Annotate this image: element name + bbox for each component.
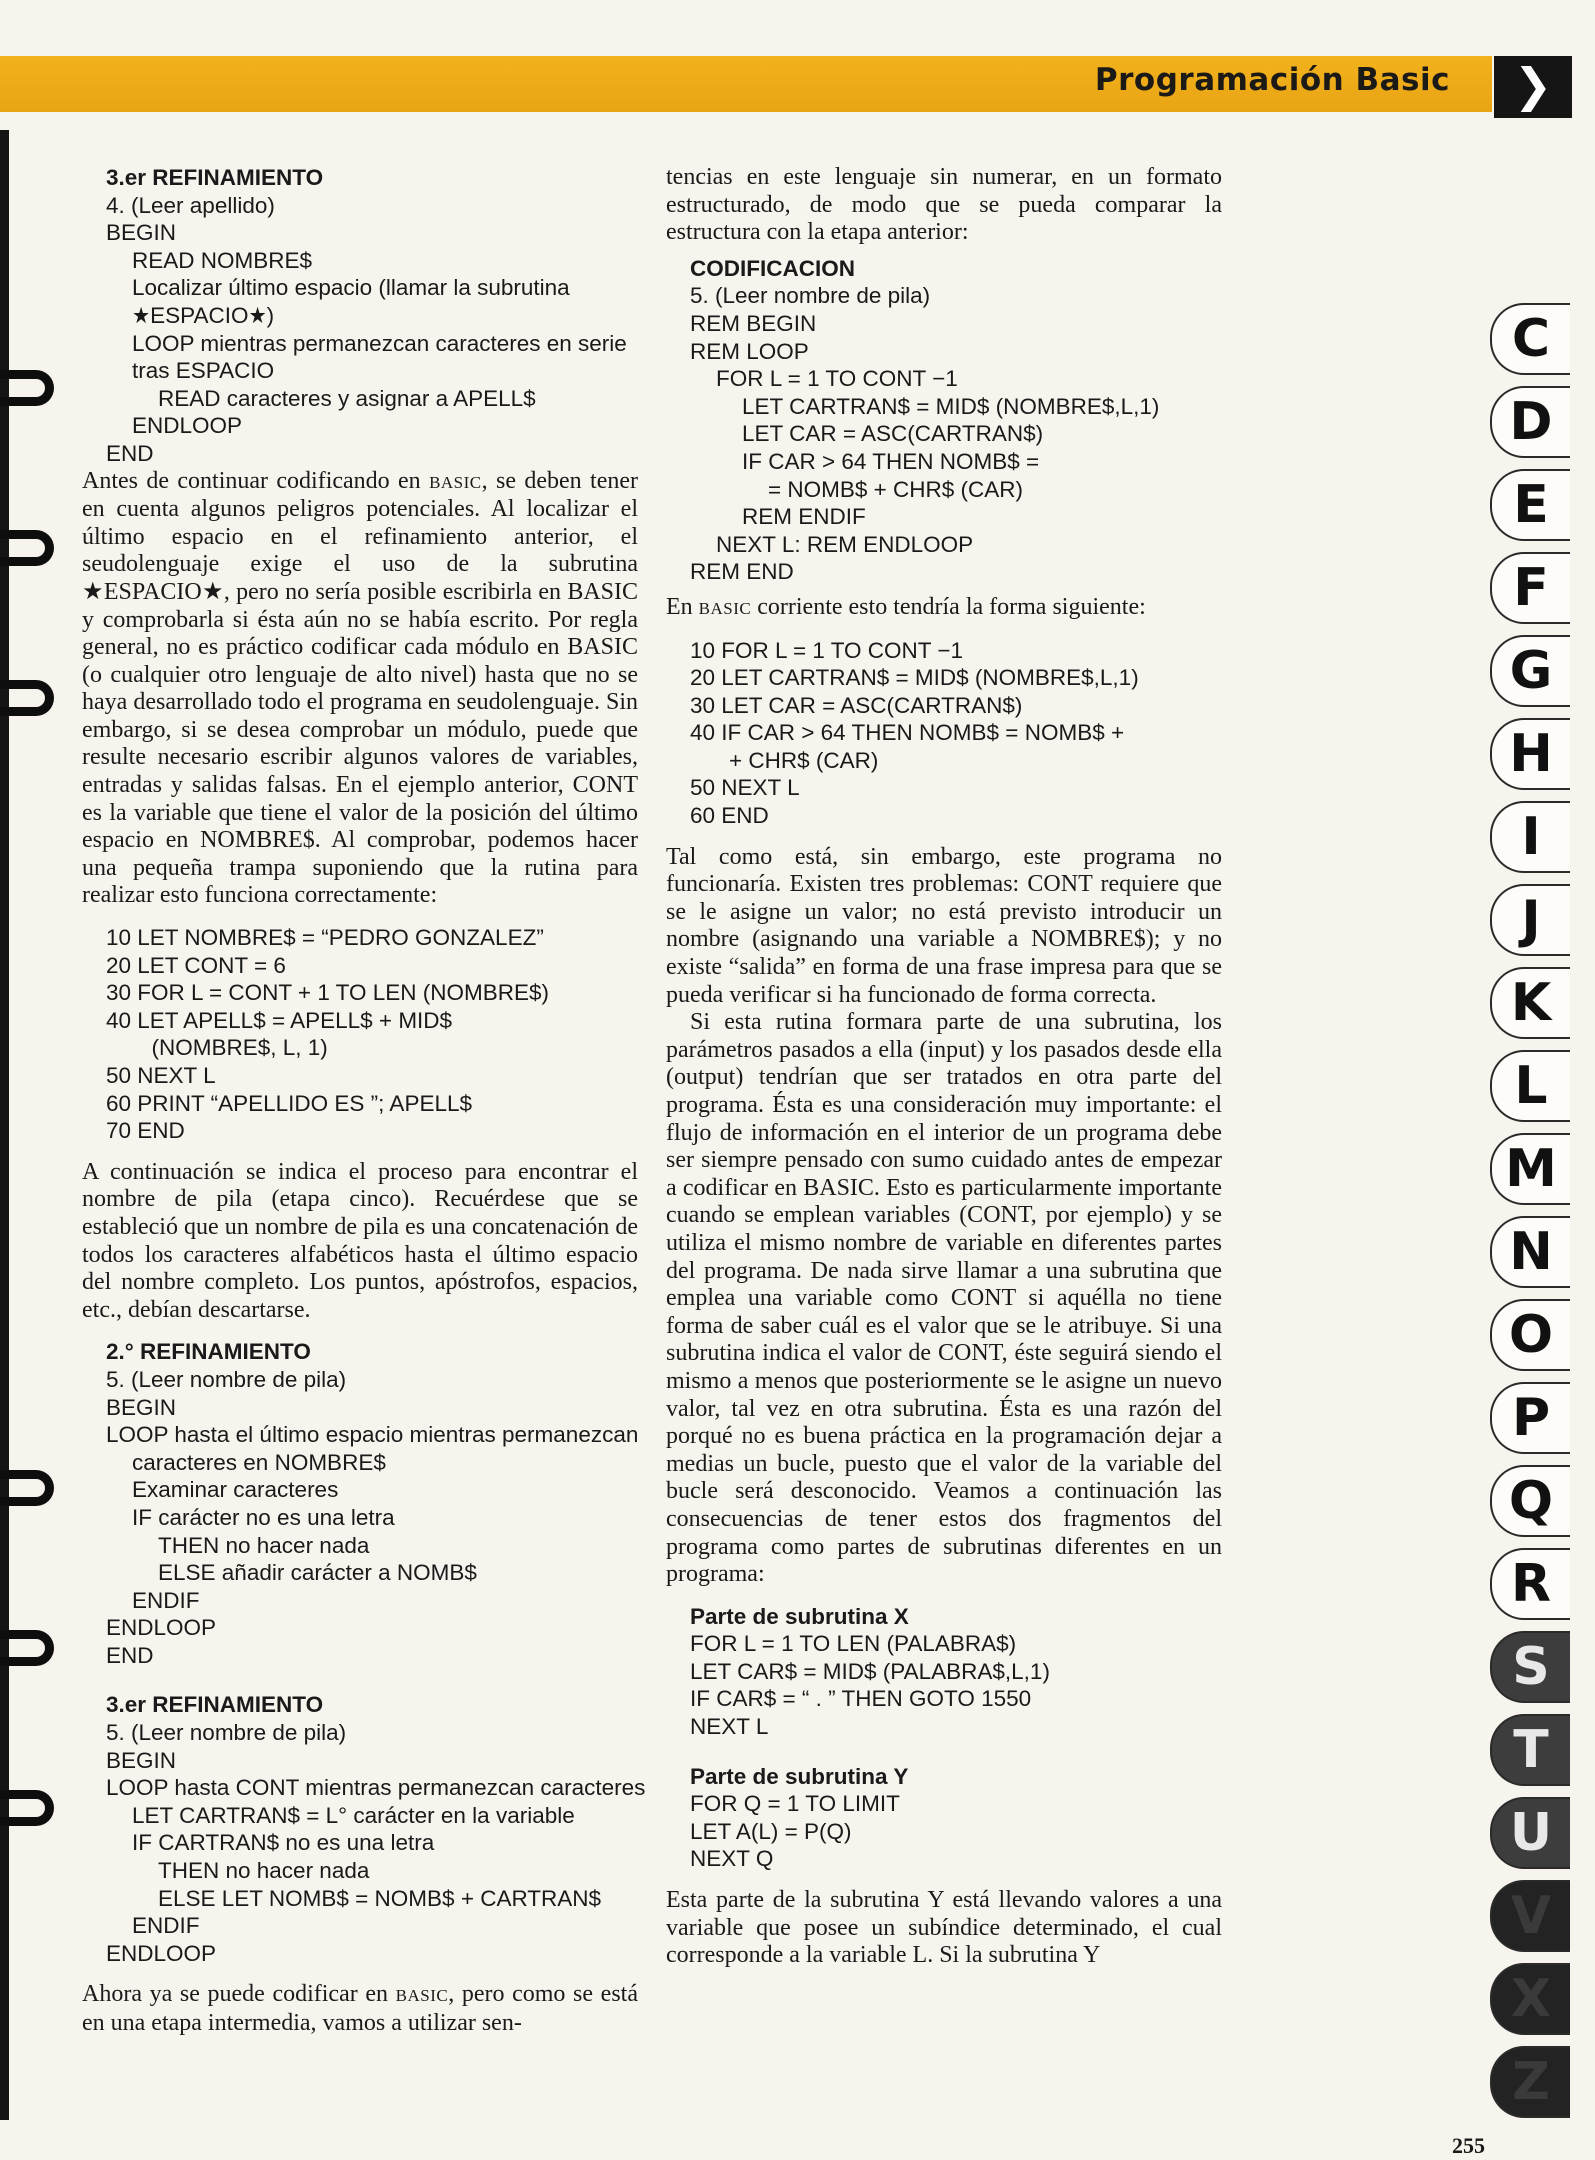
index-tab-o[interactable]: O [1490, 1299, 1570, 1371]
refinement-title: 3.er REFINAMIENTO [106, 1692, 324, 1718]
index-tab-v[interactable]: V [1490, 1880, 1570, 1952]
binder-ring [0, 370, 54, 406]
code-line: READ NOMBRE$ [132, 247, 313, 273]
code-line: 40 IF CAR > 64 THEN NOMB$ = NOMB$ + [690, 720, 1125, 746]
code-line: REM LOOP [690, 338, 809, 364]
index-tab-h[interactable]: H [1490, 718, 1570, 790]
pseudocode-listing [106, 1366, 638, 1670]
text-run: corriente esto tendría la forma siguiente: [751, 593, 1146, 620]
chevron-right-icon[interactable]: ❯ [1494, 56, 1572, 118]
subroutine-x-block [666, 1603, 1222, 1741]
code-line: LET CARTRAN$ = L° carácter en la variable [132, 1802, 575, 1828]
index-tab-n[interactable]: N [1490, 1216, 1570, 1288]
code-line: ★ESPACIO★) [132, 302, 275, 328]
pseudocode-listing [106, 192, 638, 468]
code-line: NEXT L: REM ENDLOOP [716, 531, 974, 557]
body-paragraph [82, 468, 638, 911]
code-line: LOOP mientras permanezcan caracteres en serie [132, 330, 627, 356]
text-run: , pero como se está en una etapa intermedia, vamos a utilizar sen- [82, 1981, 638, 2036]
subroutine-title: Parte de subrutina Y [690, 1763, 909, 1789]
index-tab-l[interactable]: L [1490, 1050, 1570, 1122]
code-line: READ caracteres y asignar a APELL$ [158, 385, 536, 411]
code-line: ELSE añadir carácter a NOMB$ [158, 1560, 477, 1586]
code-line: ENDLOOP [106, 1615, 217, 1641]
refinement-title: 3.er REFINAMIENTO [106, 165, 324, 190]
code-line: LET A(L) = P(Q) [690, 1818, 852, 1844]
body-paragraph: Esta parte de la subrutina Y está llevando valores a una variable que posee un subíndice determinado, el cual corresponde a la variable L. Si la subrutina Y [666, 1887, 1222, 1969]
code-line: 30 LET CAR = ASC(CARTRAN$) [690, 692, 1023, 718]
code-line: THEN no hacer nada [158, 1858, 370, 1884]
subroutine-title: Parte de subrutina X [690, 1603, 909, 1629]
code-line: LOOP hasta CONT mientras permanezcan caracteres [106, 1775, 646, 1801]
section-title: Programación Basic [1094, 62, 1450, 98]
code-line: caracteres en NOMBRE$ [132, 1449, 386, 1475]
code-line: + CHR$ (CAR) [729, 747, 879, 773]
code-line: ELSE LET NOMB$ = NOMB$ + CARTRAN$ [158, 1885, 602, 1911]
code-line: 60 PRINT “APELLIDO ES ”; APELL$ [106, 1090, 472, 1116]
binder-ring [0, 530, 54, 566]
text-run: En [666, 593, 699, 620]
code-line: 60 END [690, 803, 769, 829]
pseudocode-listing [106, 1719, 646, 1967]
left-column [82, 164, 646, 2038]
code-line: 5. (Leer nombre de pila) [106, 1720, 347, 1746]
code-line: (NOMBRE$, L, 1) [151, 1035, 328, 1061]
code-line: LOOP hasta el último espacio mientras permanezcan [106, 1422, 639, 1448]
code-line: REM ENDIF [742, 504, 866, 530]
text-run: , se deben tener en cuenta algunos peligros potenciales. Al localizar el último espacio en el refinamiento anterior, el seudolenguaje exige el uso de la subrutina ★ESPACIO★, pero no sería posible escribirla en BASIC y comprobarla si ésta aún no se había escrito. Por regla general, no es práctico codificar cada módulo en BASIC (o cualquier otro lenguaje de alto nivel) hasta que no se haya desarrollado todo el programa en seudolenguaje. Sin embargo, si se desea comprobar un módulo, puede que resulte necesario escribir algunos valores de variables, entradas y salidas falsas. En el ejemplo anterior, CONT es la variable que tiene el valor de la posición del último espacio en NOMBRE$. Al comprobar, podemos hacer una pequeña trampa suponiendo que la rutina para realizar esto funciona correctamente: [82, 467, 639, 909]
section-header-band [0, 56, 1492, 112]
text-run: Antes de continuar codificando en [82, 467, 430, 494]
code-line: 10 FOR L = 1 TO CONT −1 [690, 637, 964, 663]
binder-ring [0, 1630, 54, 1666]
index-tab-k[interactable]: K [1490, 967, 1570, 1039]
index-tab-x[interactable]: X [1490, 1963, 1570, 2035]
index-tab-e[interactable]: E [1490, 469, 1570, 541]
code-line: IF CAR > 64 THEN NOMB$ = [742, 448, 1040, 474]
code-line: 70 END [106, 1118, 185, 1144]
code-line: 20 LET CARTRAN$ = MID$ (NOMBRE$,L,1) [690, 665, 1139, 691]
code-line: FOR L = 1 TO LEN (PALABRA$) [690, 1631, 1017, 1657]
body-paragraph: tencias en este lenguaje sin numerar, en un formato estructurado, de modo que se pueda comparar la estructura con la etapa anterior: [666, 164, 1222, 246]
index-tab-f[interactable]: F [1490, 552, 1570, 624]
subroutine-listing [690, 1630, 1222, 1740]
code-line: 4. (Leer apellido) [106, 192, 275, 218]
code-line: 10 LET NOMBRE$ = “PEDRO GONZALEZ” [106, 925, 544, 951]
index-tab-i[interactable]: I [1490, 801, 1570, 873]
refinement-title: 2.° REFINAMIENTO [106, 1339, 311, 1365]
binder-ring [0, 680, 54, 716]
code-line: ENDIF [132, 1587, 200, 1613]
code-line: Examinar caracteres [132, 1477, 339, 1503]
index-tab-q[interactable]: Q [1490, 1465, 1570, 1537]
code-line: LET CAR$ = MID$ (PALABRA$,L,1) [690, 1658, 1050, 1684]
code-line: NEXT L [690, 1714, 769, 1740]
basic-program-listing [82, 924, 638, 1145]
index-tab-r[interactable]: R [1490, 1548, 1570, 1620]
index-tab-j[interactable]: J [1490, 884, 1570, 956]
subroutine-y-block [666, 1763, 1222, 1873]
index-tab-c[interactable]: C [1490, 303, 1570, 375]
code-line: LET CAR = ASC(CARTRAN$) [742, 421, 1044, 447]
body-paragraph: A continuación se indica el proceso para encontrar el nombre de pila (etapa cinco). Recuérdese que se estableció que un nombre de pila es una concatenación de todos los caracteres alfabéticos hasta el último espacio del nombre completo. Los puntos, apóstrofos, espacios, etc., debían descartarse. [82, 1158, 638, 1323]
code-line: = NOMB$ + CHR$ (CAR) [768, 476, 1024, 502]
code-line: 50 NEXT L [106, 1063, 216, 1088]
code-line: BEGIN [106, 220, 177, 246]
page-number: 255 [1452, 2133, 1485, 2158]
subroutine-listing [690, 1790, 1222, 1873]
index-tab-m[interactable]: M [1490, 1133, 1570, 1205]
index-tab-g[interactable]: G [1490, 635, 1570, 707]
body-paragraph [666, 594, 1222, 623]
code-line: 40 LET APELL$ = APELL$ + MID$ [106, 1007, 453, 1033]
code-line: IF CARTRAN$ no es una letra [132, 1830, 435, 1856]
basic-program-listing [666, 637, 1222, 830]
refinement-3-block [82, 164, 638, 468]
code-line: BEGIN [106, 1394, 177, 1420]
code-line: REM END [690, 559, 794, 585]
basic-smallcaps: BASIC [395, 1986, 449, 2006]
binder-ring [0, 1470, 54, 1506]
code-line: 20 LET CONT = 6 [106, 952, 286, 978]
right-column [666, 164, 1222, 1970]
index-tab-d[interactable]: D [1490, 386, 1570, 458]
body-paragraph: Si esta rutina formara parte de una subrutina, los parámetros pasados a ella (input) y los pasados desde ella (output) tendrían que ser tratados en otra parte del programa. Ésta es una consideración muy importante: el flujo de información en el interior de un programa debe ser siempre pensado con sumo cuidado antes de empezar a codificar en BASIC. Esto es particularmente importante cuando se emplean variables (CONT, por ejemplo) y se utiliza el mismo nombre de variable en diferentes partes del programa. De nada sirve llamar a una subrutina que emplea una variable como CONT si aquélla no tiene forma de saber cuál es el valor que se le atribuye. Si una subrutina indica el valor de CONT, éste seguirá siendo el mismo a menos que posteriormente se le asigne un nuevo valor, tal vez en otra subrutina. Ésta es una razón del porqué no es buena práctica en la programación dejar a medias un bucle, puesto que el valor de la variable del bucle será desconocido. Veamos a continuación las consecuencias de tener estos dos fragmentos del programa como partes de subrutinas diferentes en un programa: [666, 1009, 1222, 1588]
code-line: 5. (Leer nombre de pila) [690, 283, 931, 309]
code-line: NEXT Q [690, 1846, 774, 1872]
body-paragraph [82, 1981, 638, 2037]
index-tab-s[interactable]: S [1490, 1631, 1570, 1703]
codificacion-block [666, 255, 1222, 586]
code-line: FOR Q = 1 TO LIMIT [690, 1791, 900, 1817]
code-line: IF CAR$ = “ . ” THEN GOTO 1550 [690, 1686, 1032, 1712]
codificacion-title: CODIFICACION [690, 255, 855, 281]
text-run: Ahora ya se puede codificar en [82, 1981, 396, 2008]
code-line: ENDIF [132, 1913, 200, 1939]
code-line: 30 FOR L = CONT + 1 TO LEN (NOMBRE$) [106, 980, 550, 1006]
refinement-2-block [82, 1338, 638, 1669]
basic-smallcaps: BASIC [429, 472, 482, 492]
index-tab-z[interactable]: Z [1490, 2046, 1570, 2118]
index-tab-p[interactable]: P [1490, 1382, 1570, 1454]
refinement-3b-block [82, 1691, 646, 1967]
code-line: REM BEGIN [690, 310, 817, 336]
code-line: 5. (Leer nombre de pila) [106, 1366, 347, 1392]
index-tab-u[interactable]: U [1490, 1797, 1570, 1869]
code-line: 50 NEXT L [690, 775, 800, 801]
code-line: IF carácter no es una letra [132, 1504, 395, 1530]
code-line: LET CARTRAN$ = MID$ (NOMBRE$,L,1) [742, 393, 1160, 419]
code-line: THEN no hacer nada [158, 1532, 370, 1558]
structured-basic-listing [690, 282, 1222, 586]
code-line: END [106, 1642, 154, 1668]
binder-ring [0, 1790, 54, 1826]
index-tab-t[interactable]: T [1490, 1714, 1570, 1786]
basic-smallcaps: BASIC [698, 598, 752, 618]
body-paragraph: Tal como está, sin embargo, este programa no funcionaría. Existen tres problemas: CONT requiere que se le asigne un valor; no está previsto introducir un nombre (asignando una variable a NOMBRE$); y no existe “salida” en forma de una frase impresa para que se pueda verificar si ha funcionado de forma correcta. [666, 843, 1222, 1008]
code-line: ENDLOOP [132, 413, 243, 439]
code-line: ENDLOOP [106, 1940, 217, 1966]
code-line: tras ESPACIO [132, 358, 275, 384]
code-line: BEGIN [106, 1747, 177, 1773]
code-line: END [106, 440, 154, 466]
code-line: FOR L = 1 TO CONT −1 [716, 366, 958, 392]
code-line: Localizar último espacio (llamar la subrutina [132, 275, 570, 301]
